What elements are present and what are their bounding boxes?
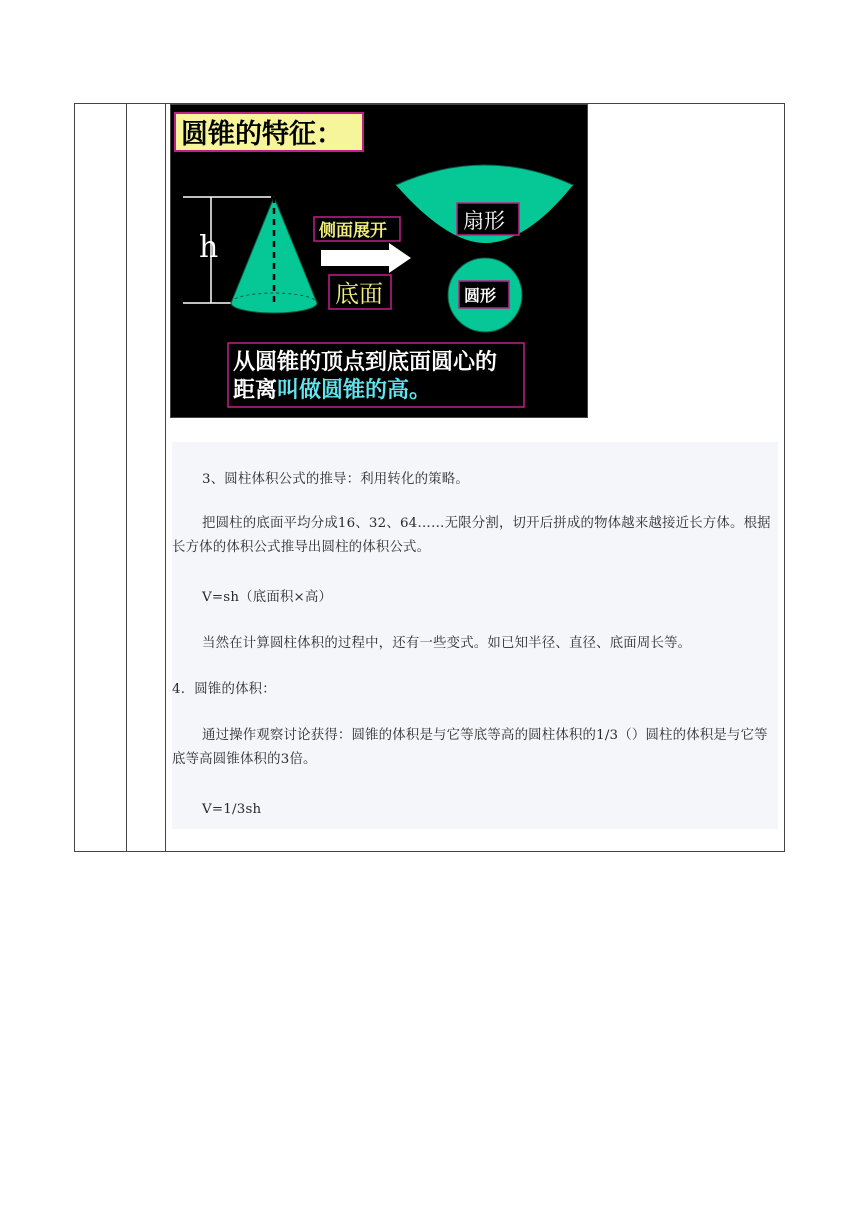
cone-shape bbox=[231, 197, 317, 313]
cone-formula: V=1/3sh bbox=[202, 802, 262, 817]
sector-label: 扇形 bbox=[463, 209, 505, 233]
base-label: 底面 bbox=[335, 280, 383, 308]
definition-line-1: 从圆锥的顶点到底面圆心的 bbox=[233, 350, 498, 375]
cone-features-slide bbox=[170, 104, 588, 418]
right-arrow-icon bbox=[321, 243, 411, 273]
circle-label: 圆形 bbox=[464, 286, 497, 305]
height-label: h bbox=[199, 230, 219, 265]
variation-paragraph: 当然在计算圆柱体积的过程中，还有一些变式。如已知半径、直径、底面周长等。 bbox=[202, 636, 692, 651]
cylinder-formula: V=sh（底面积×高） bbox=[202, 590, 333, 605]
column-divider bbox=[126, 104, 127, 851]
cone-volume-heading: 4．圆锥的体积： bbox=[172, 682, 276, 697]
definition-line-2: 距离叫做圆锥的高。 bbox=[233, 378, 432, 403]
formula-derivation-heading: 3、圆柱体积公式的推导：利用转化的策略。 bbox=[202, 472, 469, 487]
slide-title: 圆锥的特征： bbox=[181, 119, 343, 150]
slide-illustration bbox=[171, 105, 587, 417]
cone-volume-paragraph: 通过操作观察讨论获得：圆锥的体积是与它等底等高的圆柱体积的1/3（）圆柱的体积是与它等底等高圆锥体积的3倍。 bbox=[172, 728, 768, 767]
lesson-notes bbox=[172, 442, 778, 829]
column-divider bbox=[165, 104, 166, 851]
derivation-paragraph: 把圆柱的底面平均分成16、32、64……无限分割，切开后拼成的物体越来越接近长方体。根据长方体的体积公式推导出圆柱的体积公式。 bbox=[172, 516, 771, 555]
unfold-label: 侧面展开 bbox=[319, 221, 387, 241]
